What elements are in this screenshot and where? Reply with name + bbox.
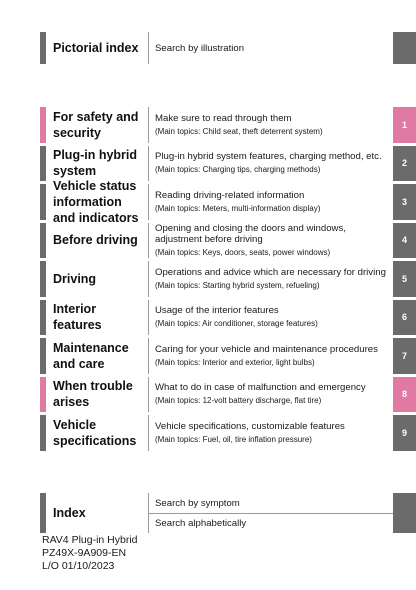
chapter-main-text: Opening and closing the doors and windows, adjustment before driving bbox=[155, 222, 346, 245]
chapter-main-topics: (Main topics: Keys, doors, seats, power windows) bbox=[155, 247, 331, 257]
chapter-description bbox=[148, 377, 388, 413]
section-accent-bar bbox=[40, 223, 46, 259]
chapter-title: Driving bbox=[53, 271, 97, 286]
chapter-description bbox=[148, 338, 388, 374]
section-accent-bar bbox=[40, 261, 46, 297]
chapter-title: Interior features bbox=[53, 302, 102, 333]
chapter-main-topics: (Main topics: Child seat, theft deterrent system) bbox=[155, 126, 323, 136]
chapter-main-text: Make sure to read through them bbox=[155, 112, 292, 124]
section-accent-bar bbox=[40, 146, 46, 182]
chapter-tab[interactable]: 3 bbox=[393, 184, 416, 220]
chapter-description bbox=[148, 415, 388, 451]
chapter-description bbox=[148, 223, 388, 259]
section-title: Pictorial index bbox=[53, 41, 139, 55]
section-title: Index bbox=[53, 506, 86, 520]
chapter-row[interactable] bbox=[40, 338, 416, 374]
chapter-description bbox=[148, 261, 388, 297]
chapter-description bbox=[148, 184, 388, 220]
section-accent-bar bbox=[40, 415, 46, 451]
chapter-main-topics: (Main topics: Interior and exterior, light bulbs) bbox=[155, 357, 315, 367]
index-divider bbox=[148, 513, 393, 514]
chapter-row[interactable] bbox=[40, 415, 416, 451]
chapter-tab[interactable]: 5 bbox=[393, 261, 416, 297]
section-accent-bar bbox=[40, 377, 46, 413]
chapter-main-topics: (Main topics: Air conditioner, storage features) bbox=[155, 319, 318, 329]
chapter-tab[interactable]: 1 bbox=[393, 107, 416, 143]
chapter-main-topics: (Main topics: Meters, multi-information display) bbox=[155, 203, 321, 213]
vehicle-model: RAV4 Plug-in Hybrid bbox=[42, 534, 138, 546]
section-main-text: Search by illustration bbox=[155, 42, 245, 54]
document-info bbox=[42, 534, 138, 573]
section-tab[interactable] bbox=[393, 493, 416, 533]
chapter-main-text: Usage of the interior features bbox=[155, 305, 279, 317]
chapter-description bbox=[148, 300, 388, 336]
section-tab[interactable] bbox=[393, 32, 416, 64]
chapter-title: Before driving bbox=[53, 233, 138, 248]
chapter-title: Vehicle status information and indicators bbox=[53, 178, 139, 225]
chapter-tab[interactable]: 6 bbox=[393, 300, 416, 336]
document-code: PZ49X-9A909-EN bbox=[42, 547, 127, 559]
chapter-row[interactable] bbox=[40, 377, 416, 413]
chapter-main-text: Caring for your vehicle and maintenance procedures bbox=[155, 343, 378, 355]
index-item-alphabetical[interactable]: Search alphabetically bbox=[155, 517, 247, 529]
chapter-title: Vehicle specifications bbox=[53, 417, 137, 448]
chapter-tab[interactable]: 8 bbox=[393, 377, 416, 413]
pictorial-index-row[interactable] bbox=[40, 32, 416, 64]
chapter-row[interactable] bbox=[40, 300, 416, 336]
chapter-tab[interactable]: 7 bbox=[393, 338, 416, 374]
chapter-row[interactable] bbox=[40, 146, 416, 182]
chapter-description bbox=[148, 146, 388, 182]
document-date: L/O 01/10/2023 bbox=[42, 560, 115, 572]
section-accent-bar bbox=[40, 107, 46, 143]
index-item-symptom[interactable]: Search by symptom bbox=[155, 497, 240, 509]
section-accent-bar bbox=[40, 184, 46, 220]
chapter-main-text: Plug-in hybrid system features, charging method, etc. bbox=[155, 151, 382, 163]
chapter-main-text: Vehicle specifications, customizable features bbox=[155, 420, 345, 432]
chapter-row[interactable] bbox=[40, 107, 416, 143]
chapter-main-topics: (Main topics: Starting hybrid system, refueling) bbox=[155, 280, 320, 290]
chapter-main-topics: (Main topics: Fuel, oil, tire inflation pressure) bbox=[155, 434, 312, 444]
section-description bbox=[148, 32, 388, 64]
chapter-title: When trouble arises bbox=[53, 379, 133, 410]
chapter-tab[interactable]: 9 bbox=[393, 415, 416, 451]
chapter-main-text: Operations and advice which are necessary for driving bbox=[155, 266, 386, 278]
chapter-title: Maintenance and care bbox=[53, 340, 129, 371]
chapter-title: Plug-in hybrid system bbox=[53, 148, 138, 179]
chapter-main-topics: (Main topics: Charging tips, charging methods) bbox=[155, 165, 321, 175]
chapter-title: For safety and security bbox=[53, 109, 139, 140]
chapter-description bbox=[148, 107, 388, 143]
chapter-main-topics: (Main topics: 12-volt battery discharge, flat tire) bbox=[155, 396, 322, 406]
section-accent-bar bbox=[40, 493, 46, 533]
chapter-tab[interactable]: 4 bbox=[393, 223, 416, 259]
section-accent-bar bbox=[40, 32, 46, 64]
chapter-row[interactable] bbox=[40, 261, 416, 297]
chapter-main-text: What to do in case of malfunction and emergency bbox=[155, 382, 366, 394]
section-accent-bar bbox=[40, 338, 46, 374]
section-accent-bar bbox=[40, 300, 46, 336]
chapter-row[interactable] bbox=[40, 178, 416, 225]
chapter-row[interactable] bbox=[40, 223, 416, 259]
chapter-tab[interactable]: 2 bbox=[393, 146, 416, 182]
chapter-main-text: Reading driving-related information bbox=[155, 189, 305, 201]
